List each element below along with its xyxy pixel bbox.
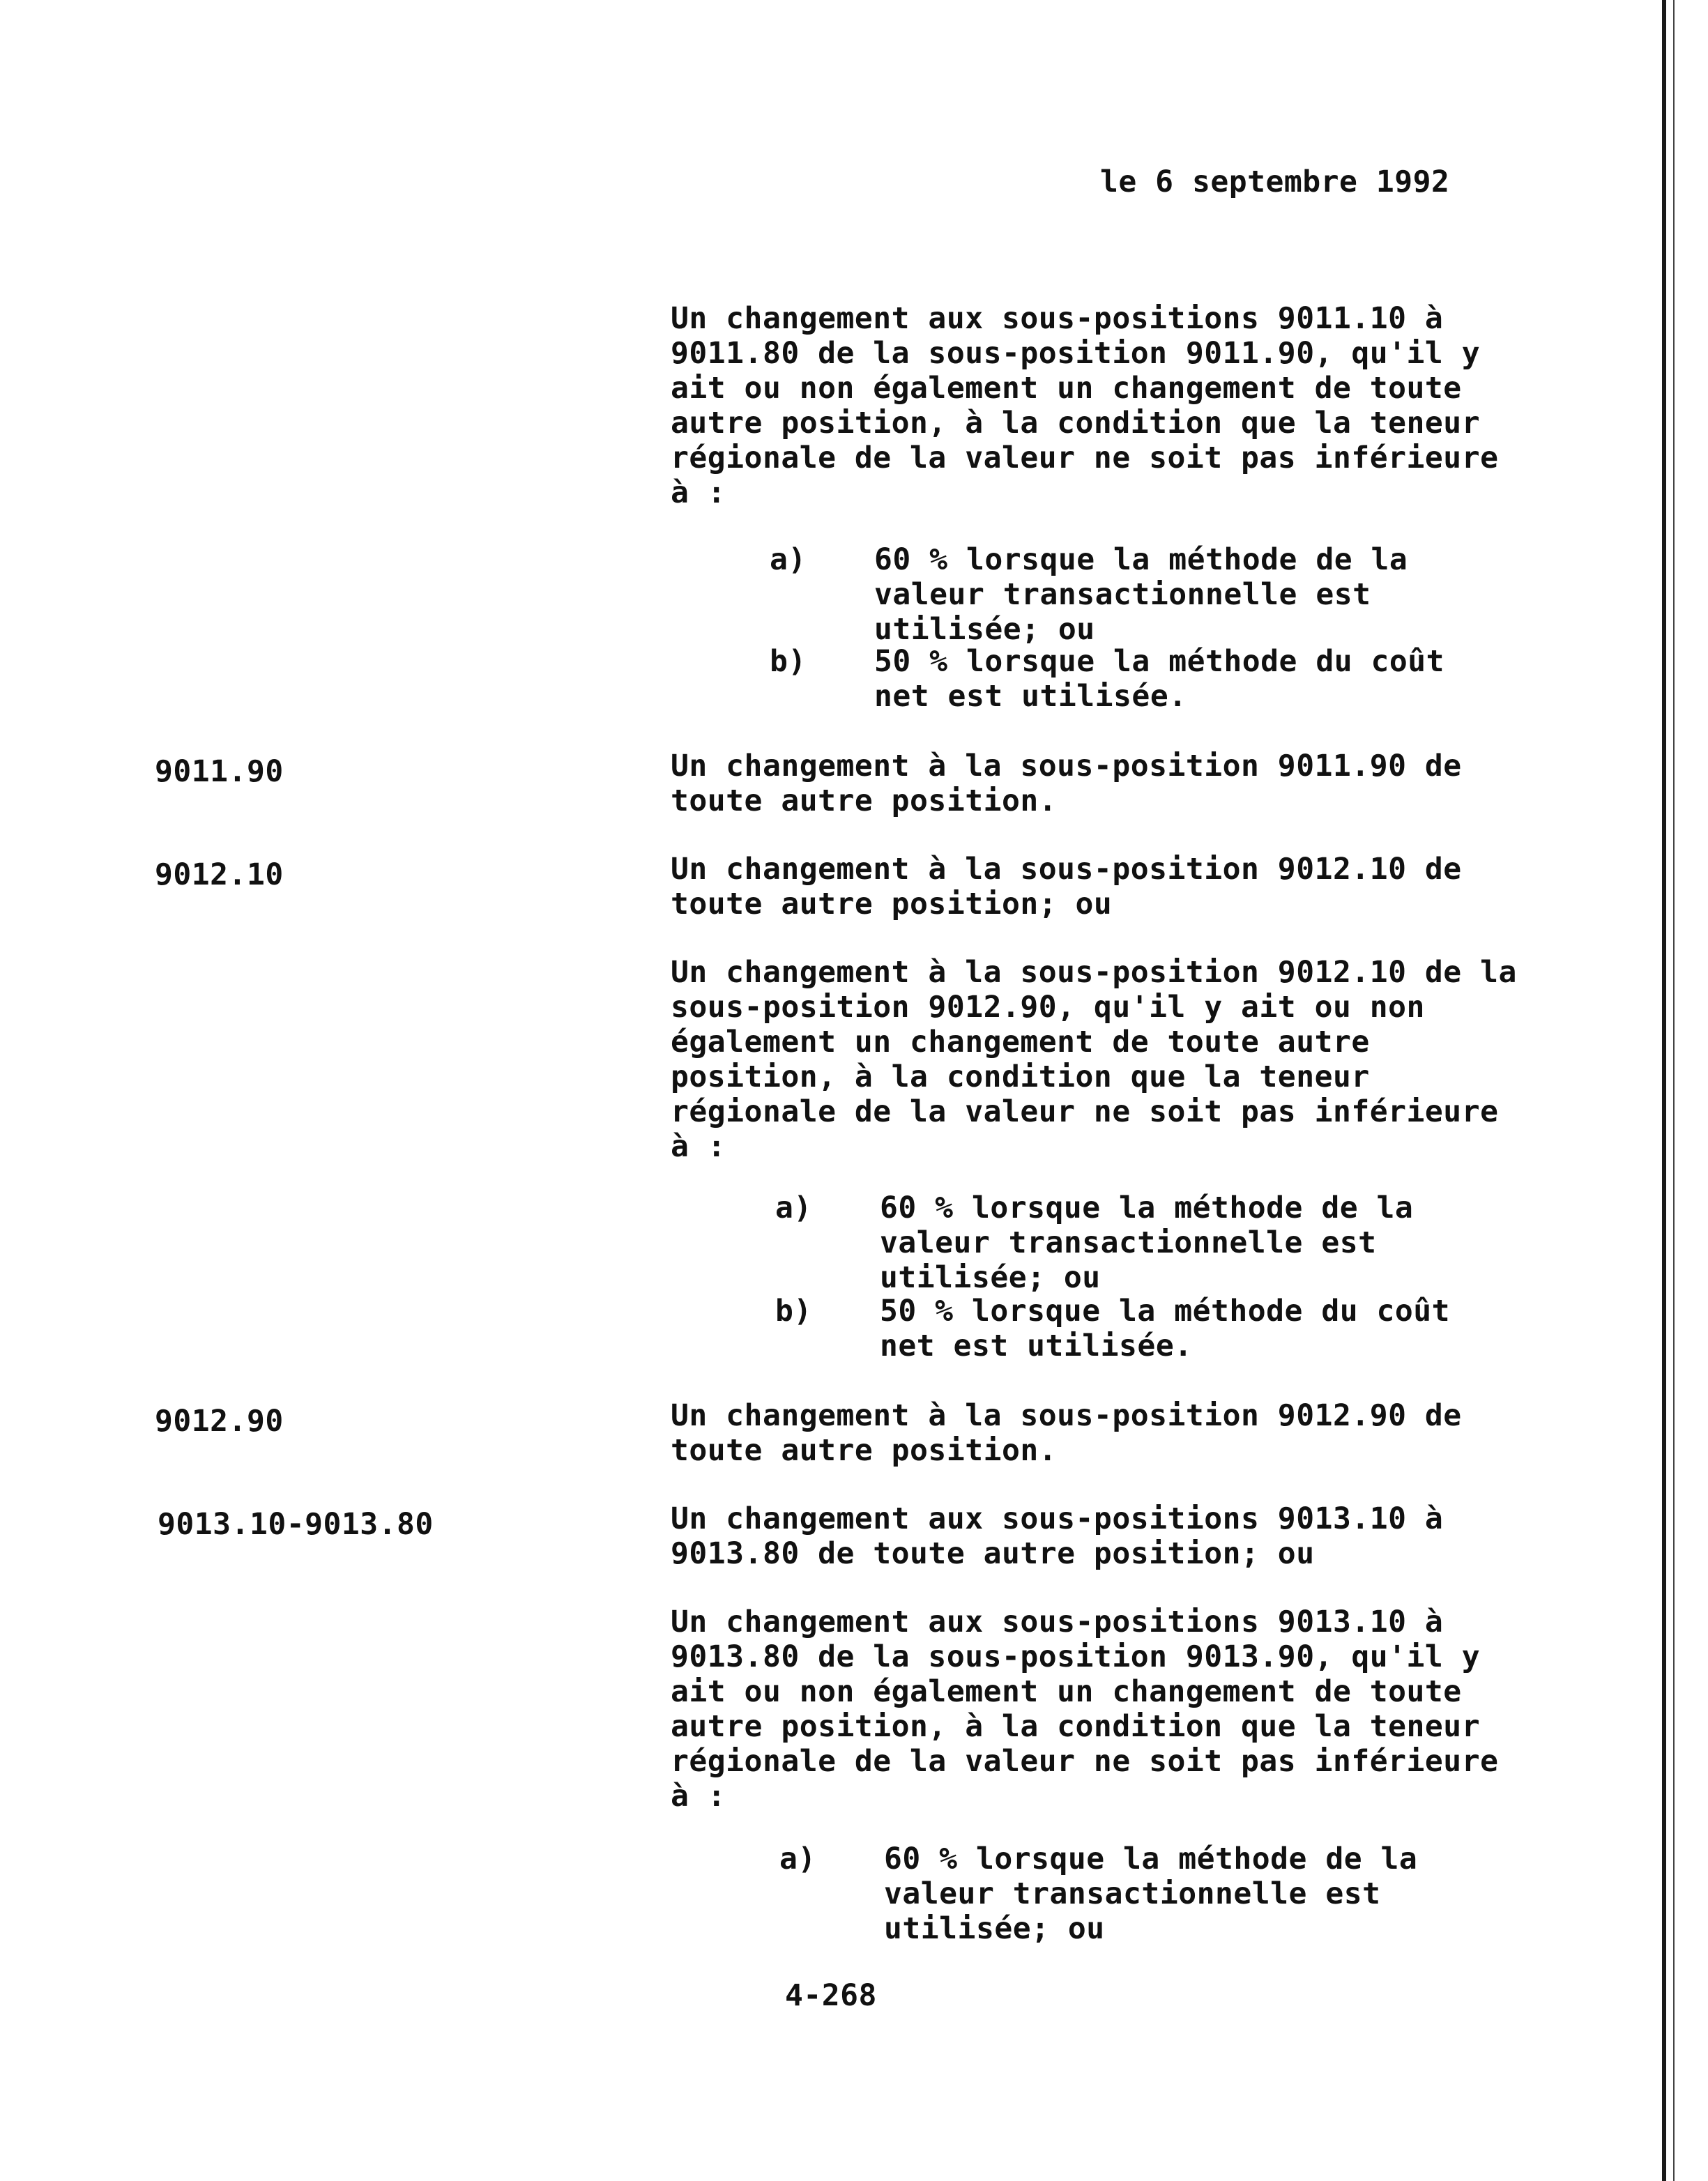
page-number: 4-268 xyxy=(785,1978,877,2013)
list-item-label: a) xyxy=(775,1191,812,1225)
list-item-text: 60 % lorsque la méthode de la valeur transactionnelle est utilisée; ou xyxy=(884,1842,1418,1946)
list-item-label: b) xyxy=(775,1294,812,1329)
list-item-label: a) xyxy=(779,1842,816,1876)
page-edge-rule-thin xyxy=(1673,0,1675,2181)
rule-paragraph: Un changement aux sous-positions 9013.10 à 9013.80 de la sous-position 9013.90, qu'il y ait ou non également un changement de toute autre position, à la condition que la teneur régionale de la valeur ne soit pas inférieure à : xyxy=(671,1605,1499,1814)
list-item-text: 50 % lorsque la méthode du coût net est utilisée. xyxy=(880,1294,1451,1363)
rule-paragraph: Un changement à la sous-position 9012.10 de la sous-position 9012.90, qu'il y ait ou non également un changement de toute autre position, à la condition que la teneur régionale de la valeur ne soit pas inférieure à : xyxy=(671,955,1517,1164)
list-item-label: b) xyxy=(770,644,807,679)
tariff-code: 9012.10 xyxy=(155,857,284,892)
rule-paragraph: Un changement à la sous-position 9012.10 de toute autre position; ou xyxy=(671,852,1462,921)
list-item-label: a) xyxy=(770,542,807,577)
list-item-text: 50 % lorsque la méthode du coût net est utilisée. xyxy=(874,644,1445,714)
rule-paragraph: Un changement à la sous-position 9012.90 de toute autre position. xyxy=(671,1398,1462,1468)
list-item-text: 60 % lorsque la méthode de la valeur transactionnelle est utilisée; ou xyxy=(880,1191,1414,1295)
rule-paragraph: Un changement aux sous-positions 9013.10 à 9013.80 de toute autre position; ou xyxy=(671,1501,1444,1571)
list-item-text: 60 % lorsque la méthode de la valeur transactionnelle est utilisée; ou xyxy=(874,542,1408,647)
tariff-code: 9012.90 xyxy=(155,1404,284,1439)
tariff-code: 9013.10-9013.80 xyxy=(158,1507,434,1542)
rule-paragraph: Un changement aux sous-positions 9011.10 à 9011.80 de la sous-position 9011.90, qu'il y ait ou non également un changement de toute autre position, à la condition que la teneur régionale de la valeur ne soit pas inférieure à : xyxy=(671,301,1499,510)
rule-paragraph: Un changement à la sous-position 9011.90 de toute autre position. xyxy=(671,749,1462,818)
tariff-code: 9011.90 xyxy=(155,754,284,789)
page-edge-rule xyxy=(1662,0,1666,2181)
document-date: le 6 septembre 1992 xyxy=(1100,164,1450,199)
